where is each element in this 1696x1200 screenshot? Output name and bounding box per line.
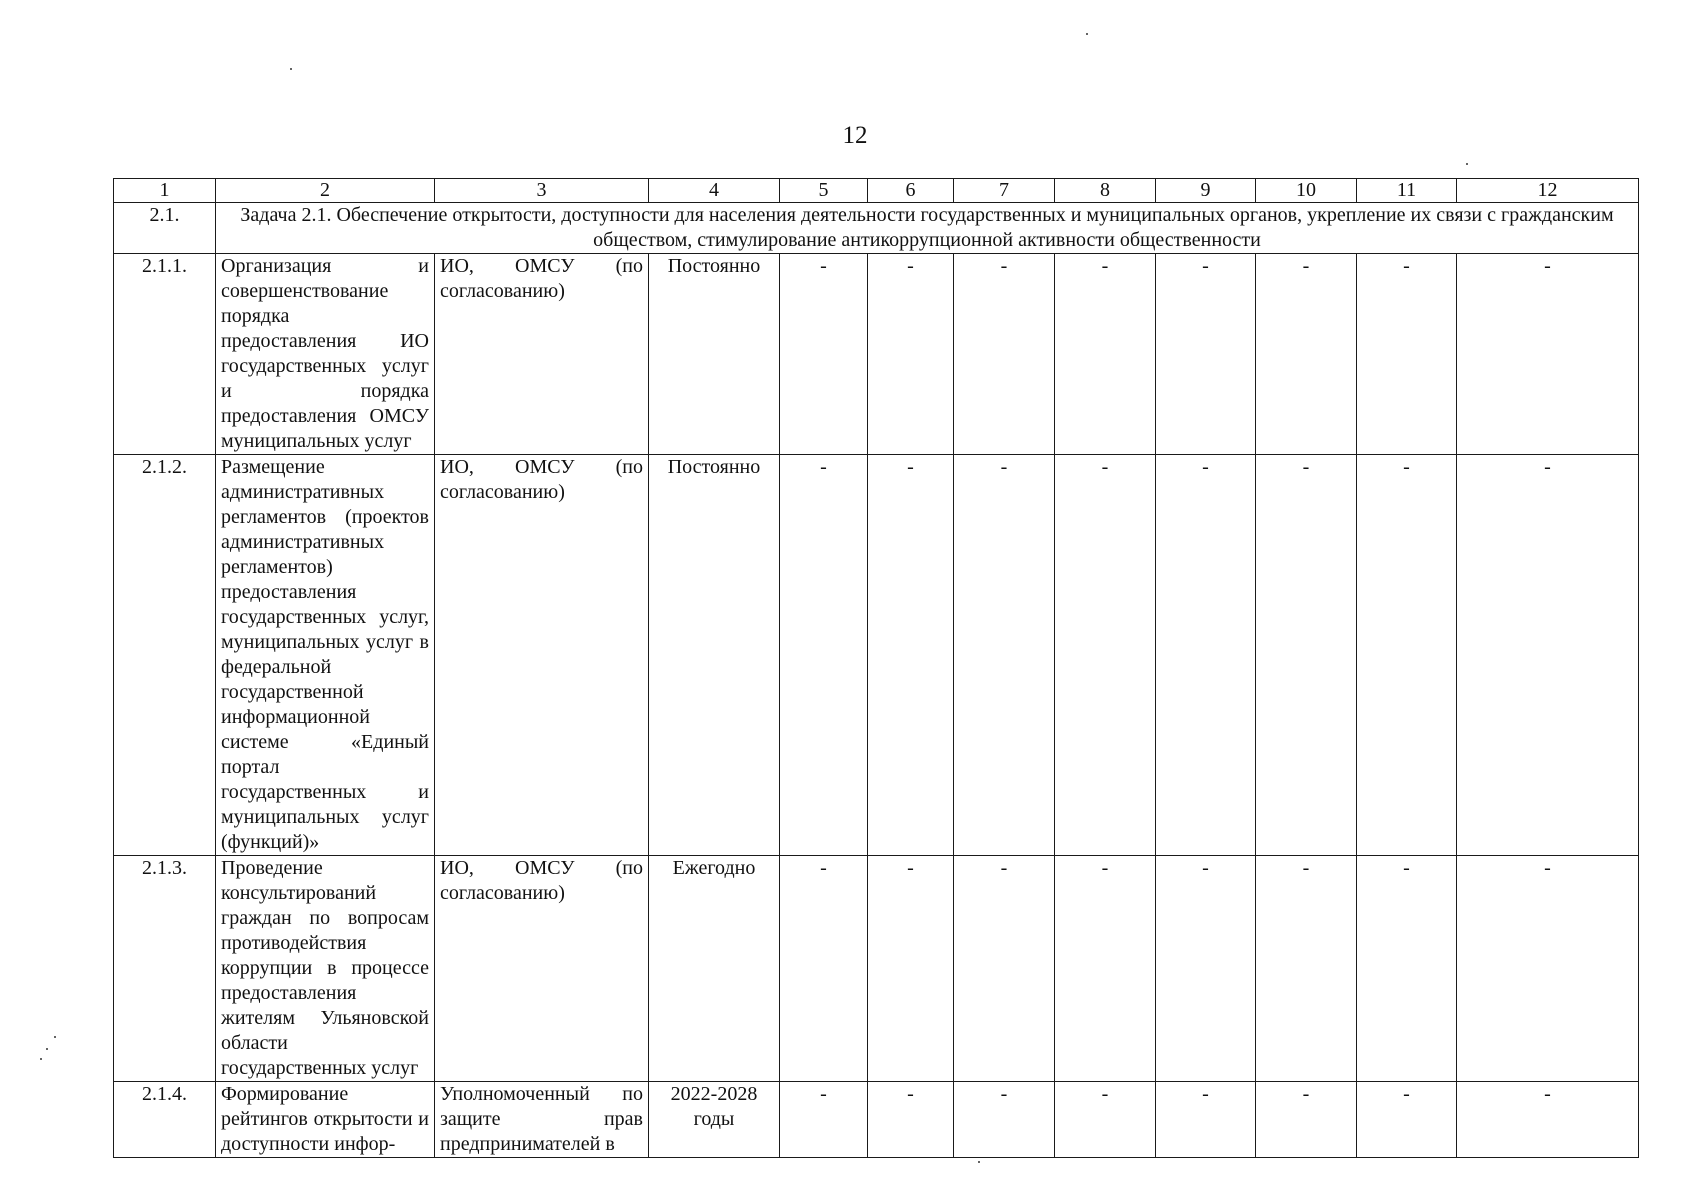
value-cell: - [1156, 455, 1256, 856]
measures-table [113, 178, 1639, 1158]
measure-executor: ИО, ОМСУ (по согласованию) [435, 856, 649, 1082]
value-cell: - [1156, 856, 1256, 1082]
value-cell: - [1256, 254, 1357, 455]
value-cell: - [868, 254, 954, 455]
column-number: 7 [954, 179, 1055, 203]
value-cell: - [1055, 254, 1156, 455]
measure-term: Постоянно [649, 455, 780, 856]
page-number: 12 [842, 122, 868, 149]
value-cell: - [1457, 856, 1639, 1082]
table-row [114, 1082, 1639, 1158]
table-row [114, 254, 1639, 455]
measure-name: Формирование рейтингов открытости и доступности инфор- [216, 1082, 435, 1158]
value-cell: - [1357, 455, 1457, 856]
measure-term: 2022-2028 годы [649, 1082, 780, 1158]
value-cell: - [1357, 856, 1457, 1082]
column-number: 11 [1357, 179, 1457, 203]
value-cell: - [868, 1082, 954, 1158]
column-number: 5 [780, 179, 868, 203]
scan-speck [40, 1058, 42, 1060]
measure-name: Размещение административных регламентов (проектов административных регламентов) предоставления государственных услуг, муниципальных услуг в федеральной государственной информационной системе «Единый портал государственных и муниципальных услуг (функций)» [216, 455, 435, 856]
value-cell: - [1256, 856, 1357, 1082]
value-cell: - [1457, 455, 1639, 856]
value-cell: - [1055, 1082, 1156, 1158]
scan-speck [978, 1161, 980, 1163]
scan-speck [1086, 33, 1088, 35]
measure-executor: Уполномоченный по защите прав предпринимателей в [435, 1082, 649, 1158]
table-row [114, 856, 1639, 1082]
value-cell: - [954, 455, 1055, 856]
value-cell: - [780, 1082, 868, 1158]
measure-executor: ИО, ОМСУ (по согласованию) [435, 455, 649, 856]
task-title: Задача 2.1. Обеспечение открытости, доступности для населения деятельности государственных и муниципальных органов, укрепление их связи с гражданским обществом, стимулирование антикоррупционной активности общественности [216, 203, 1639, 254]
measure-term: Ежегодно [649, 856, 780, 1082]
column-number: 6 [868, 179, 954, 203]
value-cell: - [780, 455, 868, 856]
value-cell: - [780, 254, 868, 455]
measure-name: Проведение консультирований граждан по вопросам противодействия коррупции в процессе предоставления жителям Ульяновской области государственных услуг [216, 856, 435, 1082]
value-cell: - [1156, 254, 1256, 455]
value-cell: - [954, 856, 1055, 1082]
value-cell: - [1457, 1082, 1639, 1158]
measure-term: Постоянно [649, 254, 780, 455]
value-cell: - [1457, 254, 1639, 455]
measure-executor: ИО, ОМСУ (по согласованию) [435, 254, 649, 455]
value-cell: - [954, 254, 1055, 455]
task-row [114, 203, 1639, 254]
value-cell: - [868, 856, 954, 1082]
value-cell: - [1256, 455, 1357, 856]
measure-name: Организация и совершенствование порядка предоставления ИО государственных услуг и порядка предоставления ОМСУ муниципальных услуг [216, 254, 435, 455]
column-number-row [114, 179, 1639, 203]
scan-speck [1466, 163, 1468, 165]
table-row [114, 455, 1639, 856]
value-cell: - [1357, 254, 1457, 455]
row-number: 2.1.4. [114, 1082, 216, 1158]
value-cell: - [1357, 1082, 1457, 1158]
value-cell: - [1055, 856, 1156, 1082]
column-number: 9 [1156, 179, 1256, 203]
scan-speck [54, 1036, 56, 1038]
column-number: 2 [216, 179, 435, 203]
column-number: 12 [1457, 179, 1639, 203]
scan-speck [46, 1048, 48, 1050]
row-number: 2.1.1. [114, 254, 216, 455]
value-cell: - [1256, 1082, 1357, 1158]
value-cell: - [780, 856, 868, 1082]
column-number: 1 [114, 179, 216, 203]
value-cell: - [1055, 455, 1156, 856]
column-number: 8 [1055, 179, 1156, 203]
value-cell: - [954, 1082, 1055, 1158]
task-number: 2.1. [114, 203, 216, 254]
row-number: 2.1.2. [114, 455, 216, 856]
value-cell: - [868, 455, 954, 856]
column-number: 3 [435, 179, 649, 203]
scan-speck [290, 68, 292, 70]
column-number: 4 [649, 179, 780, 203]
row-number: 2.1.3. [114, 856, 216, 1082]
column-number: 10 [1256, 179, 1357, 203]
value-cell: - [1156, 1082, 1256, 1158]
